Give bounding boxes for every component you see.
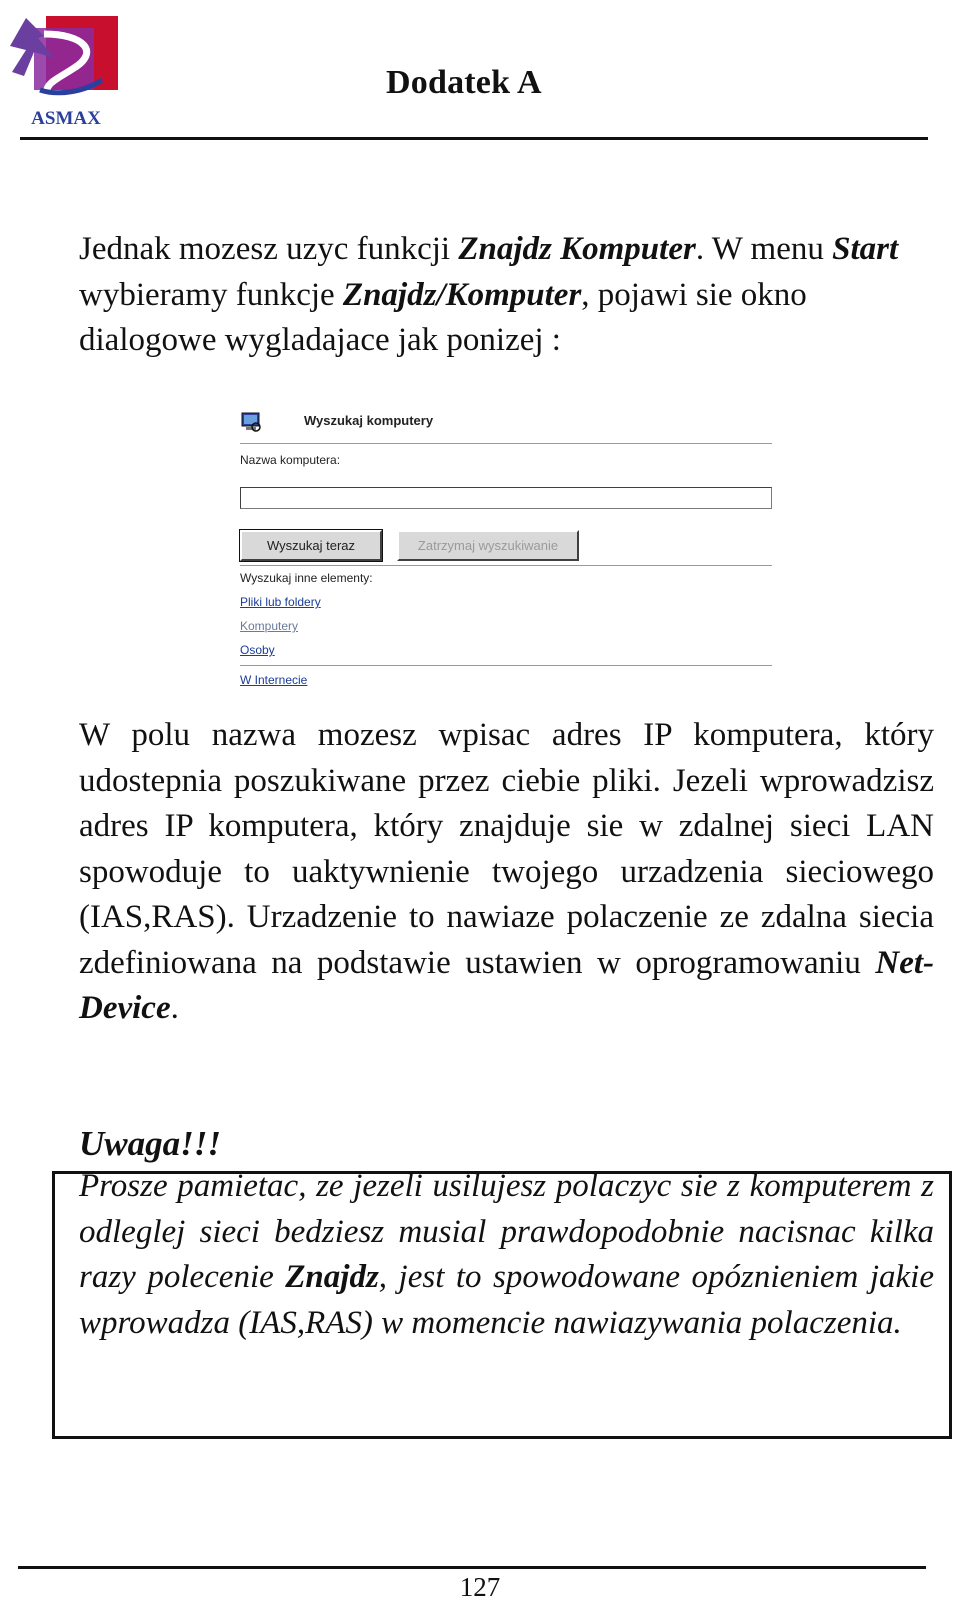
publisher-logo [4,6,128,130]
body-text-1: W polu nazwa mozesz wpisac adres IP komputera, który udostepnia poszukiwane przez ciebie pliki. Jezeli wprowadzisz adres IP komputera, który znajduje sie w zdalnej sieci LAN spowoduje to uaktywnienie twojego urzadzenia sieciowego (IAS,RAS). Urzadzenie to nawiaze polaczenie ze zdalna siecia zdefiniowana na podstawie ustawien w oprogramowaniu [79,717,934,981]
intro-text-4: , pojawi sie okno dialogowe wygladajace jak ponizej : [79,276,807,358]
link-people[interactable]: Osoby [240,643,275,657]
dialog-divider [240,665,772,666]
intro-emphasis-find-computer: Znajdz Komputer [458,231,696,267]
link-computers[interactable]: Komputery [240,619,299,633]
computer-icon [240,411,262,433]
footer-divider [18,1566,926,1569]
logo-wordmark: ASMAX [31,108,101,129]
note-emphasis-find: Znajdz [285,1259,379,1295]
body-emphasis-net-device: Net-Device [79,944,934,1026]
body-text-2: . [170,990,179,1026]
note-paragraph [79,1164,934,1346]
note-text-1: Prosze pamietac, ze jezeli usilujesz polaczyc sie z komputerem z odleglej sieci bedziesz musial prawdopodobnie nacisnac kilka razy polecenie [79,1168,934,1295]
dialog-divider [240,565,772,566]
asmax-logo-graphic [4,6,128,130]
other-items-label: Wyszukaj inne elementy: [240,571,373,585]
note-heading: Uwaga!!! [79,1124,221,1163]
search-computers-dialog [240,407,774,711]
computer-name-input[interactable] [240,487,772,509]
page-number: 127 [459,1572,501,1602]
search-now-button[interactable]: Wyszukaj teraz [240,530,382,561]
intro-text-3: wybieramy funkcje [79,276,343,313]
chapter-title: Dodatek A [386,64,542,101]
intro-paragraph [79,227,934,364]
body-paragraph [79,713,934,1032]
note-text-2: , jest to spowodowane opóznieniem jakie wprowadza (IAS,RAS) w momencie nawiazywania polaczenia. [79,1259,934,1341]
intro-emphasis-start: Start [832,231,899,267]
intro-text-2: . W menu [695,231,833,267]
intro-emphasis-find-computer-menu: Znajdz/Komputer [342,276,582,313]
link-files-or-folders[interactable]: Pliki lub foldery [240,595,321,609]
link-internet[interactable]: W Internecie [240,673,308,687]
stop-search-button[interactable]: Zatrzymaj wyszukiwanie [397,530,579,561]
dialog-divider [240,443,772,444]
intro-text-1: Jednak mozesz uzyc funkcji [79,231,459,267]
header-divider [20,137,928,140]
computer-name-label: Nazwa komputera: [240,453,341,467]
dialog-title: Wyszukaj komputery [304,413,434,428]
